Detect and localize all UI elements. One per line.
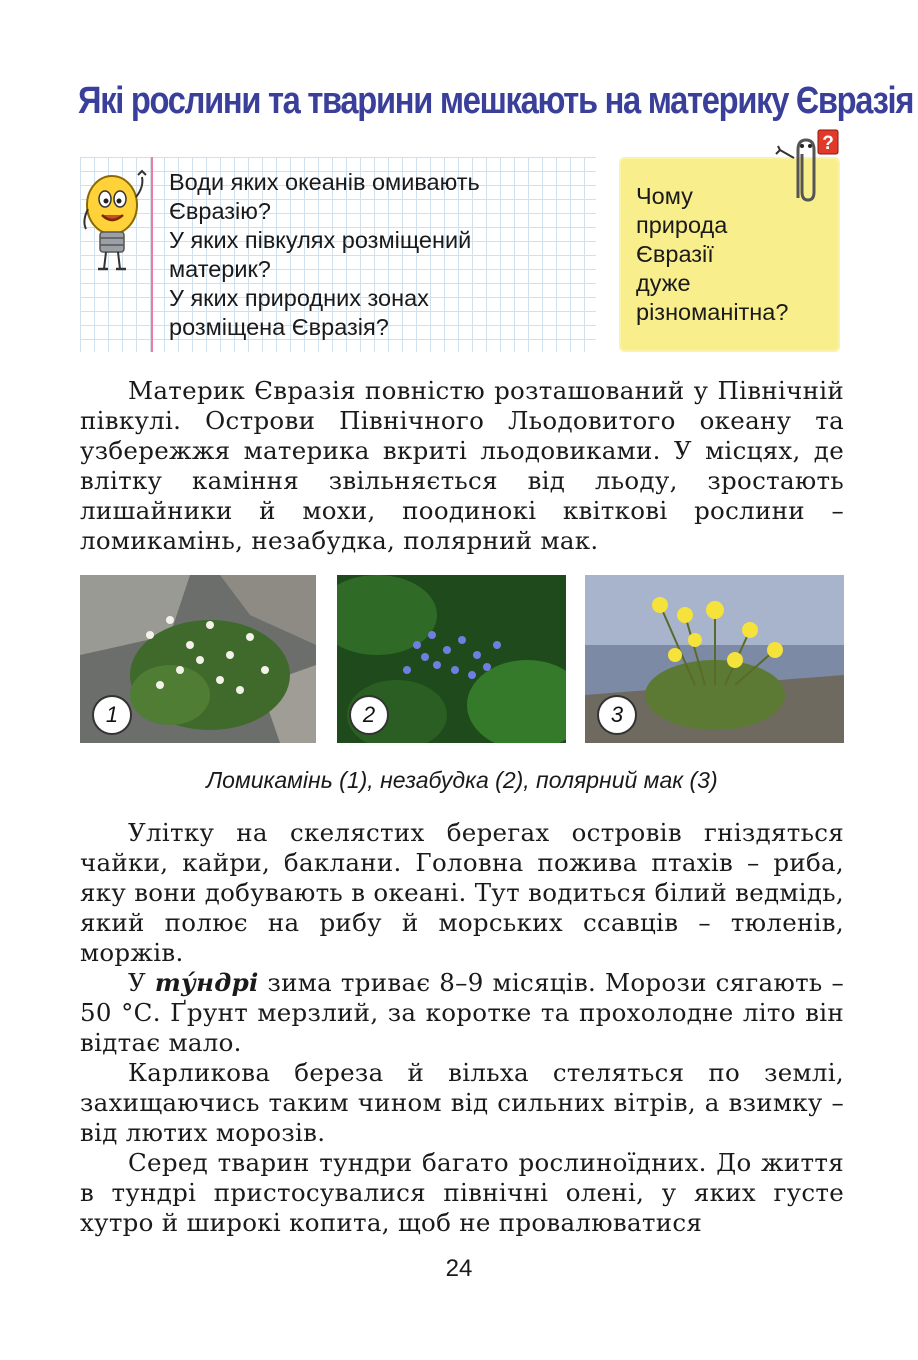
margin-line [151, 157, 153, 352]
photo-forget-me-not [337, 575, 566, 743]
paragraph-3 [80, 968, 844, 1058]
paragraph-1 [80, 376, 844, 556]
question-mark-label: ? [822, 133, 834, 154]
term-tundra: ту́ндрі [154, 968, 259, 997]
photo-number-badge: 1 [92, 695, 132, 735]
question-item: У яких природних зонах розміщена Євразія? [169, 285, 429, 340]
page-number: 24 [445, 1255, 473, 1282]
questions-list [169, 168, 589, 342]
paperclip-question-icon [772, 128, 840, 204]
paragraph-2 [80, 818, 844, 968]
paragraph-1-text: Материк Євразія повністю розташований у Північній півкулі. Острови Північного Льодовитого океану та узбережжя материка вкриті льодовиками. У місцях, де влітку каміння звільняється від льоду, зростають лишайники й мохи, поодинокі квіткові рослини – ломикамінь, незабудка, полярний мак. [80, 376, 844, 555]
photo-number-badge: 3 [597, 695, 637, 735]
paragraph-5 [80, 1148, 844, 1238]
paragraph-2-text: Улітку на скелястих берегах островів гніздяться чайки, кайри, баклани. Головна пожива птахів – риба, яку вони добувають в океані. Тут водиться білий ведмідь, який полює на рибу й морських ссавців – тюленів, моржів. [80, 818, 844, 967]
page-title: Які рослини та тварини мешкають на материку Євразія [78, 80, 914, 122]
photo-saxifrage [80, 575, 316, 743]
paragraph-5-text: Серед тварин тундри багато рослиноїдних. До життя в тундрі пристосувалися північні олені, у яких густе хутро й широкі копита, щоб не провалюватися [80, 1148, 844, 1237]
paragraph-4-text: Карликова береза й вільха стеляться по землі, захищаючись таким чином від сильних вітрів, а взимку – від лютих морозів. [80, 1058, 844, 1147]
question-item: У яких півкулях розміщений материк? [169, 227, 472, 282]
sticky-note-text: Чому природа Євразії дуже різноманітна? [636, 183, 789, 325]
question-item: Води яких океанів омивають Євразію? [169, 169, 480, 224]
lightbulb-mascot-icon [78, 165, 150, 280]
photo-polar-poppy [585, 575, 844, 743]
photo-number-badge: 2 [349, 695, 389, 735]
paragraph-3-prefix: У [128, 968, 155, 997]
paragraph-3-text: зима триває 8–9 місяців. Морози сягають –50 °С. Ґрунт мерзлий, за коротке та прохолодне літо він відтає мало. [80, 968, 844, 1057]
photo-caption: Ломикамінь (1), незабудка (2), полярний мак (3) [206, 767, 718, 793]
paragraph-4 [80, 1058, 844, 1148]
